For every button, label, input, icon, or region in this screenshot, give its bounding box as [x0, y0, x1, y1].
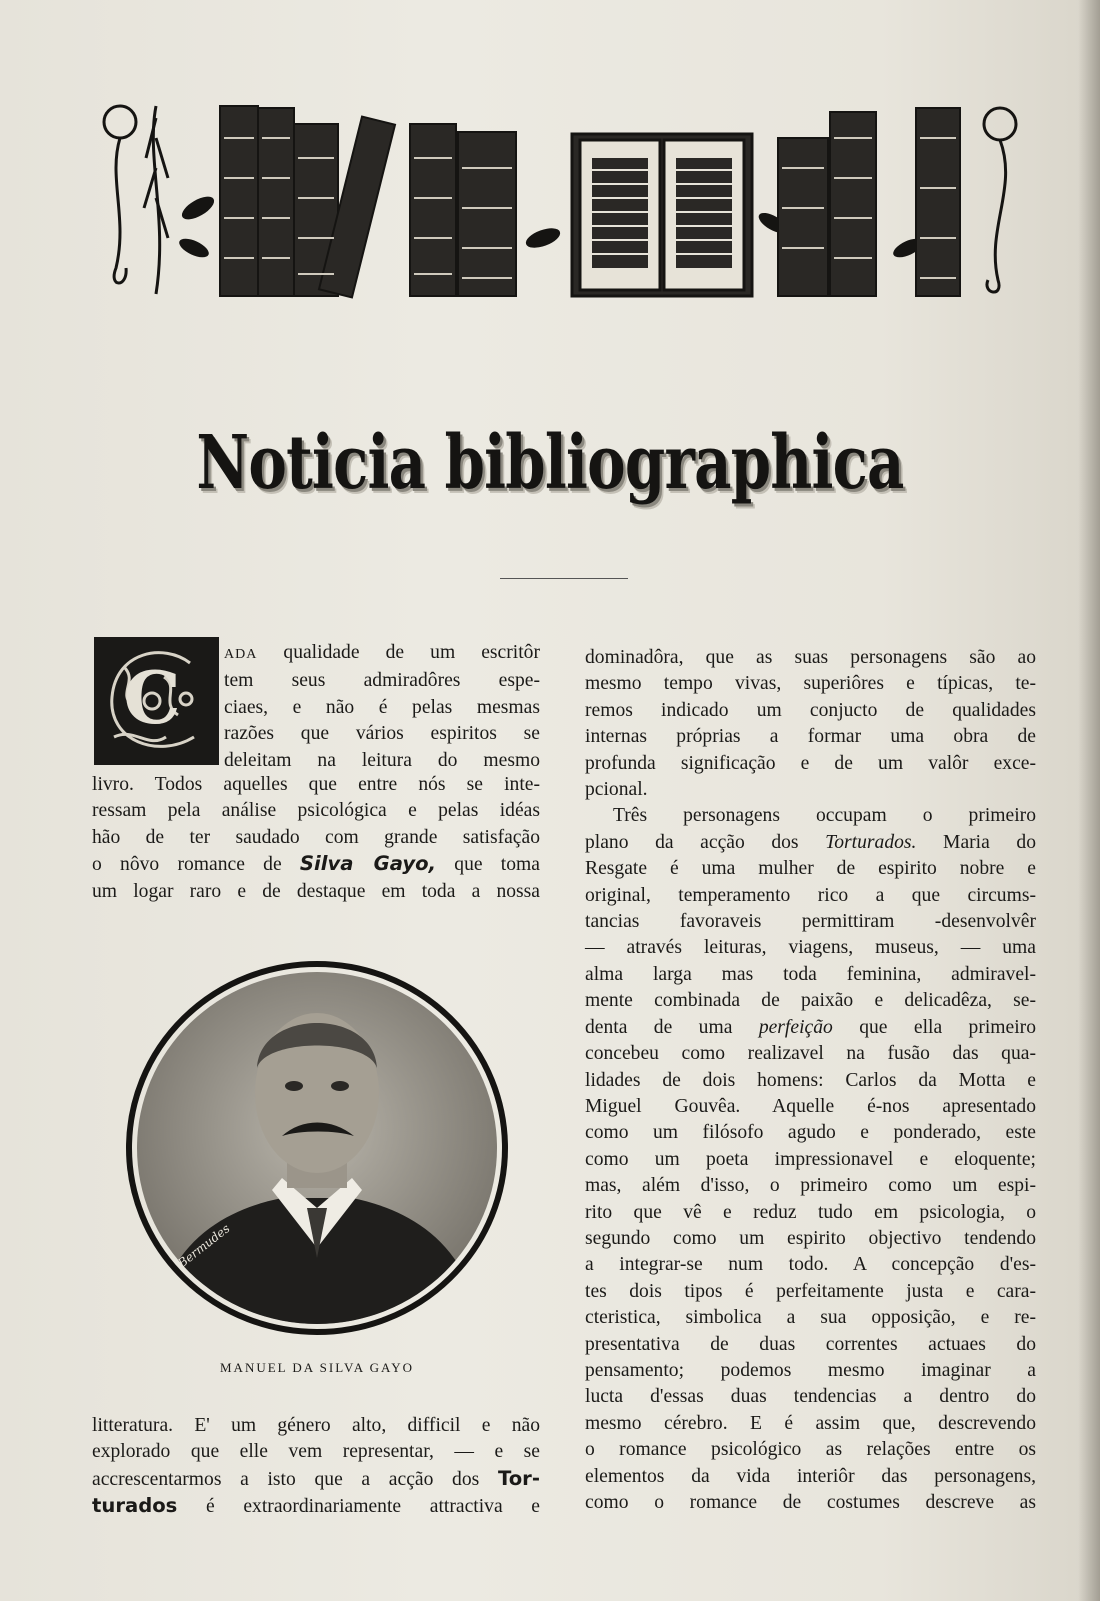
- intro-line-3: ciaes, e não é pelas mesmas: [224, 696, 540, 718]
- body-line: mente combinada de paixão e delicadêza, se-: [585, 990, 1036, 1012]
- body-line: mesmo tempo vivas, superiôres e típicas, te-: [585, 673, 1036, 695]
- body-line: tancias favoraveis permittiram -desenvolvêr: [585, 911, 1036, 933]
- body-line: o romance psicológico as relações entre os: [585, 1439, 1036, 1461]
- body-line: Miguel Gouvêa. Aquelle é-nos apresentado: [585, 1095, 1036, 1117]
- bookshelf-header-illustration: [98, 98, 1028, 310]
- body-line: rito que vê e reduz tudo em psicologia, o: [585, 1201, 1036, 1223]
- right-column-text: [585, 645, 1036, 1516]
- body-line: original, temperamento rico a que circums-: [585, 884, 1036, 906]
- body-line: elementos da vida interiôr das personagens,: [585, 1465, 1036, 1487]
- body-line: explorado que elle vem representar, — e se: [92, 1441, 540, 1463]
- author-portrait-photo: [122, 958, 512, 1338]
- body-line: como um filósofo agudo e ponderado, este: [585, 1122, 1036, 1144]
- body-line: dominadôra, que as suas personagens são ao: [585, 647, 1036, 668]
- body-line-italic: denta de uma perfeição que ella primeiro: [585, 1016, 1036, 1038]
- body-line: presentativa de duas correntes actuaes do: [585, 1333, 1036, 1355]
- title-divider: [500, 578, 628, 579]
- perfeicao-italic: perfeição: [758, 1016, 833, 1038]
- body-line: ressam pela análise psicológica e pelas idéas: [92, 800, 540, 822]
- body-line: segundo como um espirito objectivo tendendo: [585, 1227, 1036, 1249]
- left-column-text: [92, 772, 540, 905]
- first-word-rest: ADA: [224, 647, 258, 662]
- book-title-italic: Torturados.: [825, 831, 917, 853]
- page-title: Noticia bibliographica: [196, 420, 904, 506]
- body-line: cteristica, simbolica a sua opposição, e re-: [585, 1307, 1036, 1329]
- intro-text: qualidade de um escritôr: [283, 642, 540, 663]
- rose-icon: [984, 108, 1016, 140]
- body-line-title: accrescentarmos a isto que a acção dos Tor-: [92, 1466, 540, 1490]
- body-line: pensamento; podemos mesmo imaginar a: [585, 1359, 1036, 1381]
- body-line: mas, além d'isso, o primeiro como um espi-: [585, 1175, 1036, 1197]
- body-line: alma larga mas toda feminina, admiravel-: [585, 963, 1036, 985]
- body-line: pcional.: [585, 779, 648, 801]
- body-line-italic: plano da acção dos Torturados. Maria do: [585, 831, 1036, 853]
- body-line: remos indicado um conjucto de qualidades: [585, 699, 1036, 721]
- rose-icon: [104, 106, 136, 138]
- intro-line-1: [224, 640, 540, 668]
- intro-line-5: deleitam na leitura do mesmo: [224, 749, 540, 771]
- body-line: internas próprias a formar uma obra de: [585, 726, 1036, 748]
- author-name: Silva Gayo,: [299, 852, 437, 876]
- ornamental-dropcap-c: [94, 637, 219, 765]
- page-edge-shadow: [1078, 0, 1100, 1601]
- body-line: Três personagens occupam o primeiro: [613, 805, 1036, 827]
- body-line: lucta d'essas duas tendencias a dentro do: [585, 1386, 1036, 1408]
- body-line: — através leituras, viagens, museus, — uma: [585, 937, 1036, 959]
- body-line: Resgate é uma mulher de espirito nobre e: [585, 858, 1036, 880]
- photo-signature: Bermudes: [175, 1221, 233, 1271]
- body-line: livro. Todos aquelles que entre nós se inte-: [92, 774, 540, 795]
- body-line: a integrar-se num todo. A concepção d'es-: [585, 1254, 1036, 1276]
- intro-line-2: tem seus admiradôres espe-: [224, 670, 540, 692]
- body-line: litteratura. E' um género alto, difficil e não: [92, 1415, 540, 1436]
- body-line-title2: turados é extraordinariamente attractiva e: [92, 1494, 540, 1518]
- svg-text:C: C: [123, 655, 181, 740]
- intro-line-4: razões que vários espiritos se: [224, 723, 540, 745]
- intro-beside-dropcap: [224, 640, 540, 774]
- body-line-author: o nôvo romance de Silva Gayo, que toma: [92, 852, 540, 876]
- body-line: profunda significação e de um valôr exce-: [585, 752, 1036, 774]
- body-line: concebeu como realizavel na fusão das qua-: [585, 1043, 1036, 1065]
- book-title-part2: turados: [92, 1494, 178, 1518]
- body-line: como o romance de costumes descreve as: [585, 1492, 1036, 1513]
- book-title-part1: Tor-: [497, 1466, 540, 1490]
- body-line: tes dois tipos é perfeitamente justa e cara-: [585, 1280, 1036, 1302]
- body-line: hão de ter saudado com grande satisfação: [92, 826, 540, 848]
- body-line: um logar raro e de destaque em toda a nossa: [92, 880, 540, 902]
- body-line: mesmo cérebro. E é assim que, descrevendo: [585, 1412, 1036, 1434]
- left-column-lower-text: [92, 1413, 540, 1521]
- body-line: como um poeta impressionavel e eloquente;: [585, 1148, 1036, 1170]
- portrait-caption: MANUEL DA SILVA GAYO: [220, 1360, 414, 1375]
- body-line: lidades de dois homens: Carlos da Motta e: [585, 1069, 1036, 1091]
